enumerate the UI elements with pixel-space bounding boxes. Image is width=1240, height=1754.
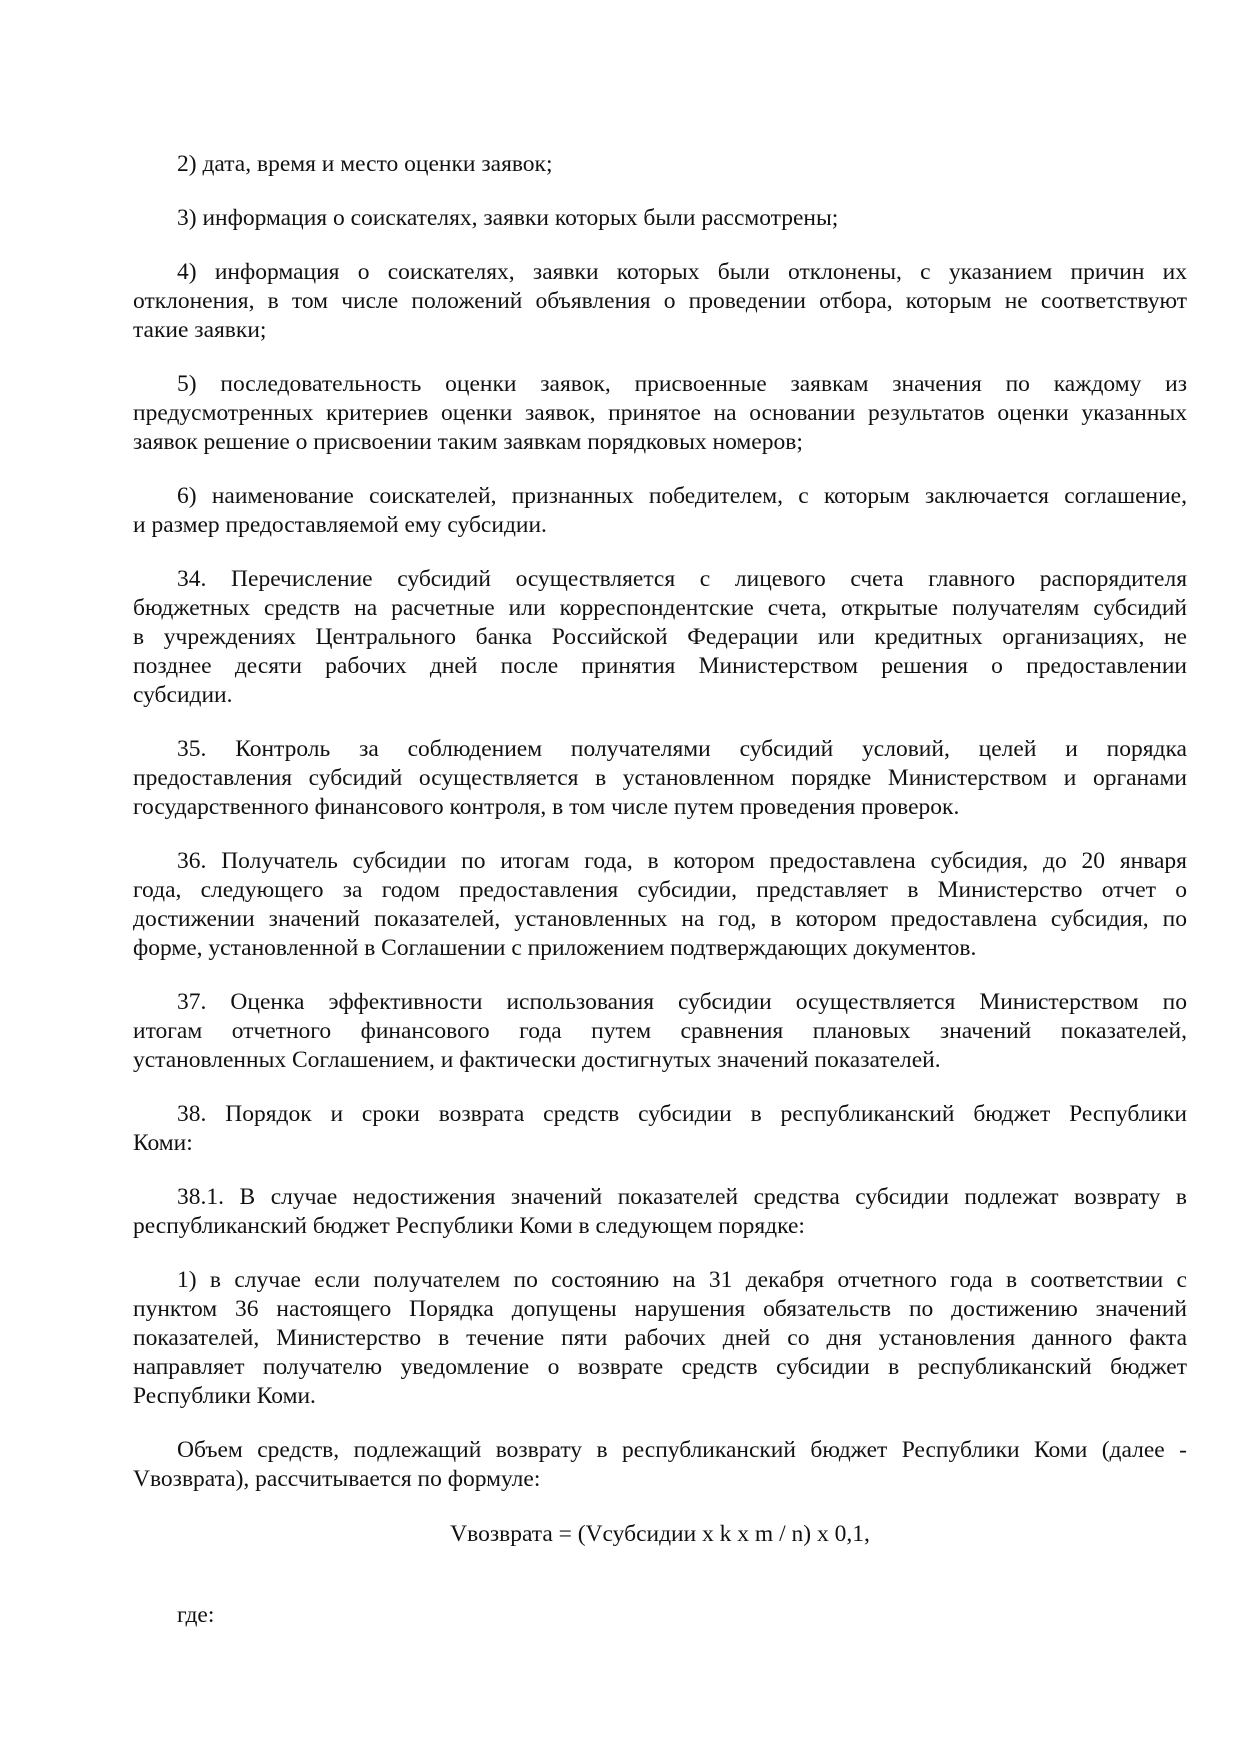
text-line: и размер предоставляемой ему субсидии.: [133, 512, 547, 538]
text-line: 35. Контроль за соблюдением получателями субсидий условий, целей и порядка: [177, 736, 1187, 762]
text-line: субсидии.: [133, 682, 233, 708]
paragraph-clause-34: [133, 565, 1187, 710]
text-line: направляет получателю уведомление о возврате средств субсидии в республиканский бюджет: [133, 1354, 1187, 1380]
text-line: Республики Коми.: [133, 1383, 316, 1409]
text-line: 2) дата, время и место оценки заявок;: [177, 151, 553, 177]
paragraph-clause-37: [133, 988, 1187, 1075]
text-line: государственного финансового контроля, в том числе путем проведения проверок.: [133, 794, 960, 820]
paragraph-clause-35: [133, 735, 1187, 822]
text-line: 5) последовательность оценки заявок, присвоенные заявкам значения по каждому из: [177, 371, 1187, 397]
paragraph-clause-38-1-item-1: [133, 1266, 1187, 1411]
text-line: 4) информация о соискателях, заявки которых были отклонены, с указанием причин их: [177, 259, 1187, 285]
text-line: достижении значений показателей, установленных на год, в котором предоставлена субсидия, по: [133, 906, 1187, 932]
text-line: года, следующего за годом предоставления субсидии, представляет в Министерство отчет о: [133, 877, 1187, 903]
text-line: позднее десяти рабочих дней после принятия Министерством решения о предоставлении: [133, 653, 1187, 679]
paragraph-item-5: [133, 370, 1187, 457]
paragraph-item-6: [133, 482, 1187, 540]
text-line: Коми:: [133, 1130, 193, 1156]
text-line: форме, установленной в Соглашении с приложением подтверждающих документов.: [133, 935, 977, 961]
paragraph-item-4: [133, 258, 1187, 345]
text-line: показателей, Министерство в течение пяти рабочих дней со дня установления данного факта: [133, 1325, 1187, 1351]
text-line: бюджетных средств на расчетные или корреспондентские счета, открытые получателям субсидий: [133, 595, 1187, 621]
text-line: 38.1. В случае недостижения значений показателей средства субсидии подлежат возврату в: [177, 1184, 1187, 1210]
text-line: 3) информация о соискателях, заявки которых были рассмотрены;: [177, 205, 839, 231]
where-label: где:: [177, 1602, 215, 1628]
text-line: Объем средств, подлежащий возврату в республиканский бюджет Республики Коми (далее -: [177, 1437, 1187, 1463]
text-line: республиканский бюджет Республики Коми в следующем порядке:: [133, 1213, 805, 1239]
text-line: предусмотренных критериев оценки заявок, принятое на основании результатов оценки указанных: [133, 400, 1187, 426]
text-line: такие заявки;: [133, 317, 267, 343]
text-line: 34. Перечисление субсидий осуществляется с лицевого счета главного распорядителя: [177, 566, 1187, 592]
text-line: Vвозврата), рассчитывается по формуле:: [133, 1466, 541, 1492]
document-body: [133, 150, 1187, 1494]
paragraph-clause-38-1: [133, 1183, 1187, 1241]
paragraph-volume-text: [133, 1436, 1187, 1494]
formula: Vвозврата = (Vсубсидии x k x m / n) x 0,1,: [450, 1521, 870, 1547]
text-line: 38. Порядок и сроки возврата средств субсидии в республиканский бюджет Республики: [177, 1101, 1187, 1127]
text-line: отклонения, в том числе положений объявления о проведении отбора, которым не соответствуют: [133, 288, 1187, 314]
document-page: [133, 150, 1187, 1630]
text-line: предоставления субсидий осуществляется в установленном порядке Министерством и органами: [133, 765, 1187, 791]
text-line: пунктом 36 настоящего Порядка допущены нарушения обязательств по достижению значений: [133, 1296, 1187, 1322]
paragraph-item-3: [133, 204, 1187, 233]
text-line: в учреждениях Центрального банка Российской Федерации или кредитных организациях, не: [133, 624, 1187, 650]
text-line: 1) в случае если получателем по состоянию на 31 декабря отчетного года в соответствии с: [177, 1267, 1187, 1293]
text-line: 36. Получатель субсидии по итогам года, в котором предоставлена субсидия, до 20 января: [177, 848, 1187, 874]
text-line: заявок решение о присвоении таким заявкам порядковых номеров;: [133, 429, 803, 455]
paragraph-clause-38: [133, 1100, 1187, 1158]
paragraph-item-2: [133, 150, 1187, 179]
text-line: 6) наименование соискателей, признанных победителем, с которым заключается соглашение,: [177, 483, 1187, 509]
paragraph-clause-36: [133, 847, 1187, 963]
text-line: итогам отчетного финансового года путем сравнения плановых значений показателей,: [133, 1018, 1187, 1044]
text-line: 37. Оценка эффективности использования субсидии осуществляется Министерством по: [177, 989, 1187, 1015]
text-line: установленных Соглашением, и фактически достигнутых значений показателей.: [133, 1047, 941, 1073]
